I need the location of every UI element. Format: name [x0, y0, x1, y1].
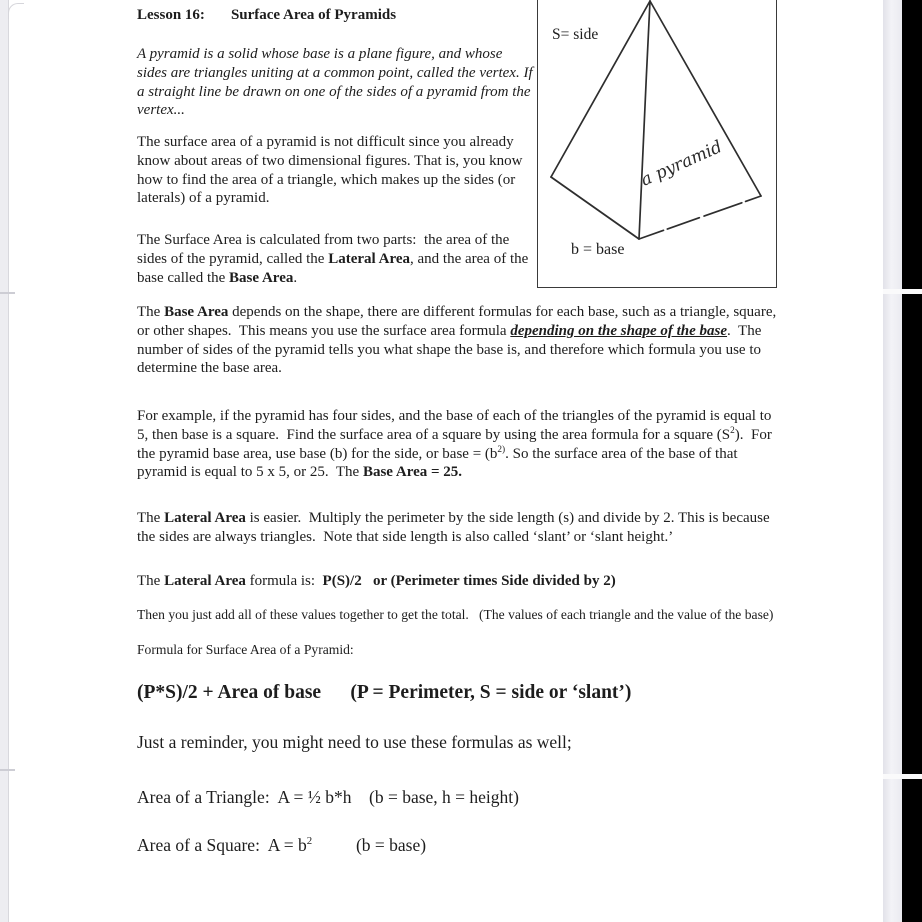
text-run: The — [137, 572, 165, 589]
bold-run: Lateral Area — [164, 510, 246, 526]
scrollbar-track[interactable] — [883, 0, 902, 922]
page-title — [137, 6, 535, 25]
text-run: (b = base) — [312, 835, 427, 856]
paragraph-intro-definition: A pyramid is a solid whose base is a plane figure, and whose sides are triangles uniting at a common point, called the vertex. If a straight line be drawn on one of the sides of a pyramid from the vertex... — [137, 46, 537, 119]
upper-text-column — [137, 0, 535, 287]
paragraph-add-total: Then you just add all of these values together to get the total. (The values of each triangle and the value of the base) — [137, 607, 774, 623]
page-seam-right-2 — [883, 774, 922, 779]
right-black-strip — [902, 0, 922, 922]
text-run: . The number of sides of the pyramid tells you what shape the base is, and therefore which formula you use to determine the base area. — [137, 322, 766, 377]
text-run: , and the area of the base called the — [137, 250, 533, 286]
superscript: 2 — [730, 425, 735, 436]
bold-run: Lateral Area — [164, 572, 246, 589]
page-seam-tick-left-1 — [0, 292, 15, 294]
base-label: b = base — [571, 241, 625, 258]
bold-run: Base Area — [164, 304, 229, 320]
paragraph-base-area — [137, 303, 782, 378]
bold-run: = 25. — [427, 464, 463, 481]
pyramid-figure — [537, 0, 777, 288]
line-surface-formula: (P*S)/2 + Area of base (P = Perimeter, S = side or ‘slant’) — [137, 682, 632, 704]
page-seam-right-1 — [883, 289, 922, 294]
bold-run: Lateral Area — [328, 250, 410, 267]
line-lateral-formula — [137, 572, 782, 591]
text-run: ). For the pyramid base area, use base (b) for the side, or base = (b — [137, 426, 776, 462]
text-run: is easier. Multiply the perimeter by the side length (s) and divide by 2. This is because the sides are always triangles. Note that side length is also called ‘slant’ or ‘slant height.’ — [137, 510, 774, 545]
text-run: formula is: — [245, 572, 323, 589]
text-run: . — [293, 269, 298, 286]
text-run: The — [137, 304, 165, 320]
underlined-italic-run: depending on the shape of the base — [510, 322, 728, 339]
bold-run: Base Area — [362, 464, 428, 481]
lesson-number: Lesson 16: — [137, 7, 205, 23]
pyramid-base-left-edge — [551, 177, 639, 239]
pyramid-label: a pyramid — [637, 137, 726, 191]
bold-run: P(S)/2 or (Perimeter times Side divided by 2) — [322, 572, 616, 589]
lesson-title: Surface Area of Pyramids — [230, 7, 397, 23]
paragraph-two-parts — [137, 231, 535, 287]
lower-text-column — [137, 303, 782, 856]
text-run: The Surface Area is calculated from two parts: the area of the sides of the pyramid, called the — [137, 232, 514, 267]
pyramid-front-edge — [639, 1, 650, 239]
side-label: S= side — [552, 26, 599, 43]
text-run: The — [137, 510, 165, 526]
page-seam-tick-left-2 — [0, 769, 15, 771]
pyramid-diagram-svg — [538, 0, 776, 287]
left-gutter — [0, 0, 9, 922]
superscript: 2 — [306, 835, 313, 848]
paragraph-example — [137, 407, 782, 482]
line-triangle-formula: Area of a Triangle: A = ½ b*h (b = base, h = height) — [137, 787, 519, 808]
text-run: depends on the shape, there are different formulas for each base, such as a triangle, square, or other shapes. This means you use the surface area formula — [137, 304, 780, 339]
bold-run: Base Area — [229, 269, 294, 286]
text-run: Area of a Square: A = b — [137, 835, 307, 856]
pyramid-base-right-edge — [639, 196, 761, 239]
line-square-formula — [137, 834, 782, 856]
paragraph-surface-area-intro: The surface area of a pyramid is not difficult since you already know about areas of two dimensional figures. That is, you know how to find the area of a triangle, which makes up the sides (or laterals) of a pyramid. — [137, 134, 527, 207]
line-reminder: Just a reminder, you might need to use these formulas as well; — [137, 732, 572, 753]
text-run: . So the surface area of the base of that pyramid is equal to 5 x 5, or 25. The — [137, 445, 742, 481]
line-formula-label: Formula for Surface Area of a Pyramid: — [137, 642, 354, 658]
superscript: 2) — [497, 444, 506, 455]
paragraph-lateral-area — [137, 509, 782, 547]
text-run: For example, if the pyramid has four sides, and the base of each of the triangles of the pyramid is equal to 5, then base is a square. Find the surface area of a square by using the area formula for a square (S — [137, 408, 776, 443]
page-corner-border — [8, 3, 24, 19]
